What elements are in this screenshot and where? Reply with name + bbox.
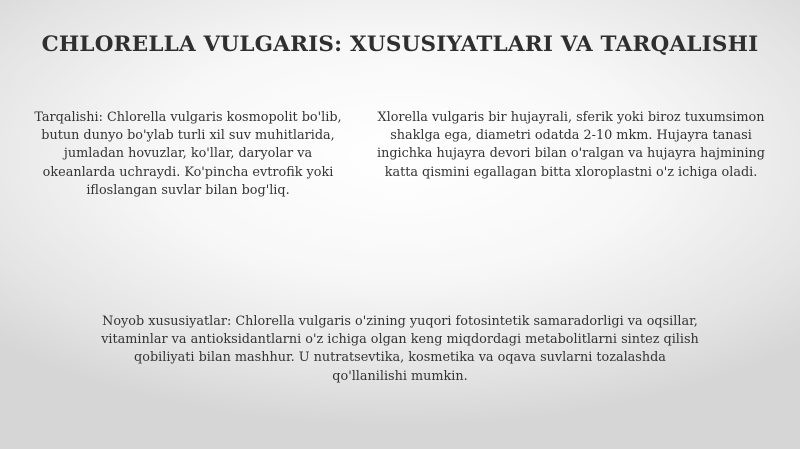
- distribution-paragraph: Tarqalishi: Chlorella vulgaris kosmopolit bo'lib, butun dunyo bo'ylab turli xil suv muhitlarida, jumladan hovuzlar, ko'llar, daryolar va okeanlarda uchraydi. Ko'pincha evtrofik yoki ifloslangan suvlar bilan bog'liq.: [34, 110, 342, 198]
- slide-title: CHLORELLA VULGARIS: XUSUSIYATLARI VA TARQALISHI: [41, 32, 759, 57]
- morphology-paragraph: Xlorella vulgaris bir hujayrali, sferik yoki biroz tuxumsimon shaklga ega, diametri odatda 2-10 mkm. Hujayra tanasi ingichka hujayra devori bilan o'ralgan va hujayra hajmining katta qismini egallagan bitta xloroplastni o'z ichiga oladi.: [377, 110, 765, 180]
- unique-features-paragraph: Noyob xususiyatlar: Chlorella vulgaris o'zining yuqori fotosintetik samaradorligi va oqsillar, vitaminlar va antioksidantlarni o'z ichiga olgan keng miqdordagi metabolitlarni sintez qilish qobiliyati bilan mashhur. U nutratsevtika, kosmetika va oqava suvlarni tozalashda qo'llanilishi mumkin.: [101, 314, 699, 384]
